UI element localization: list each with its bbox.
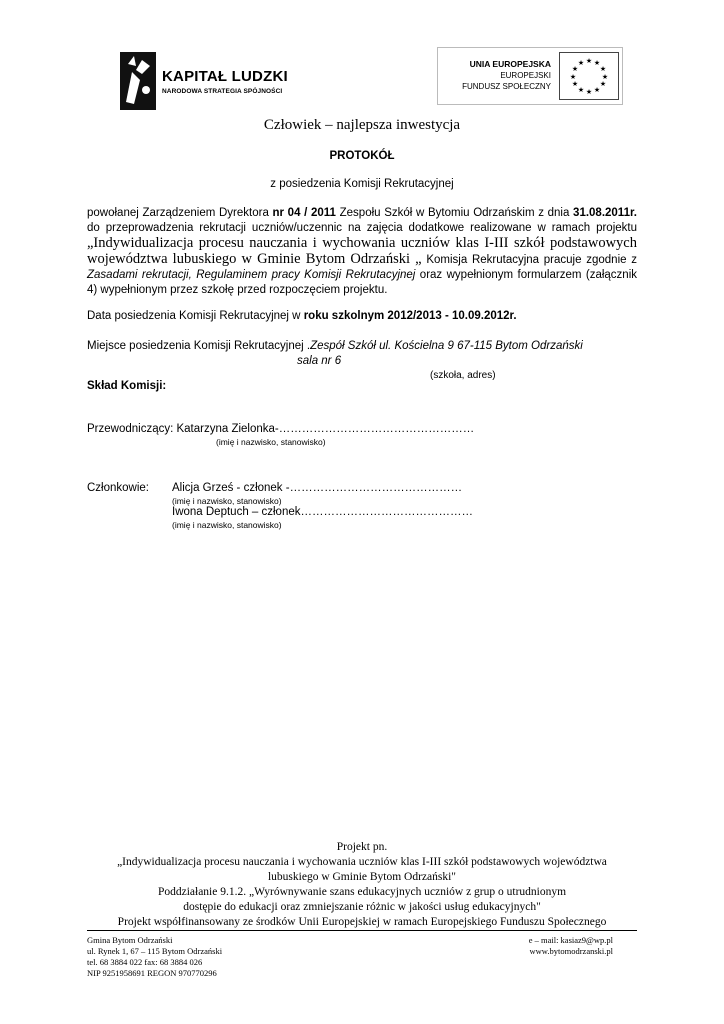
footer-line: Poddziałanie 9.1.2. „Wyrównywanie szans edukacyjnych uczniów z grup o utrudnionym [157,886,567,898]
meeting-room: sala nr 6 [297,355,342,367]
eu-flag-icon [559,52,619,100]
footer-divider [87,930,637,931]
project-name: „Indywidualizacja procesu nauczania i wychowania uczniów klas I-III szkół podstawowych województwa lubuskiego w Gminie Bytom Odrzański „ [87,235,637,267]
contact-email: e – mail: kasiaz9@wp.pl [528,935,613,945]
para-text: Zespołu Szkół w Bytomiu Odrzańskim z dnia [335,207,574,219]
contact-address: ul. Rynek 1, 67 – 115 Bytom Odrzański [87,946,223,956]
meeting-date-label: Data posiedzenia Komisji Rekrutacyjnej w [87,310,304,322]
meeting-date [87,310,517,322]
place-hint: (szkoła, adres) [430,370,496,381]
svg-text:★: ★ [585,88,593,96]
efs-line2: FUNDUSZ SPOŁECZNY [462,82,551,91]
footer-line: „Indywidualizacja procesu nauczania i wychowania uczniów klas I-III szkół podstawowych województwa [117,856,607,868]
motto: Człowiek – najlepsza inwestycja [263,117,461,133]
ue-logo-text [462,59,551,92]
svg-text:★: ★ [601,73,609,81]
order-number: nr 04 / 2011 [272,207,336,219]
document-subtitle: z posiedzenia Komisji Rekrutacyjnej [270,178,454,190]
svg-text:★: ★ [593,59,601,67]
svg-text:★: ★ [571,65,579,73]
meeting-date-value: roku szkolnym 2012/2013 - 10.09.2012r. [303,310,517,322]
order-date: 31.08.2011r. [573,207,638,219]
member-1-hint: (imię i nazwisko, stanowisko) [172,496,282,506]
kapital-ludzki-emblem [120,52,156,110]
project-footer [60,840,664,930]
svg-text:★: ★ [577,86,585,94]
para-text: oraz wypełnionym formularzem (załącznik 4) wypełnionym przez szkołę przed rozpoczęciem projektu. [87,269,637,296]
svg-text:★: ★ [585,57,593,65]
para-text: do przeprowadzenia rekrutacji uczniów/uczennic na zajęcia dodatkowe realizowane w ramach projektu [87,222,637,234]
place-value: Zespół Szkół ul. Kościelna 9 67-115 Bytom Odrzański [310,340,583,352]
rules-reference: Zasadami rekrutacji, Regulaminem pracy Komisji Rekrutacyjnej [87,269,416,281]
footer-line: dostępie do edukacji oraz zmniejszanie różnic w jakości usług edukacyjnych" [183,901,541,913]
svg-text:★: ★ [599,80,607,88]
document-title: PROTOKÓŁ [329,150,395,162]
svg-text:★: ★ [593,86,601,94]
member-2-hint: (imię i nazwisko, stanowisko) [172,520,282,530]
efs-line1: EUROPEJSKI [500,71,551,80]
contact-org: Gmina Bytom Odrzański [87,935,173,945]
svg-text:★: ★ [577,59,585,67]
members-label: Członkowie: [87,482,149,494]
contact-website: www.bytomodrzanski.pl [529,946,613,956]
contact-left [87,935,222,979]
chair-line: Przewodniczący: Katarzyna Zielonka-…………………………………………… [87,423,475,435]
meeting-place [87,340,583,352]
intro-paragraph [87,206,637,298]
member-1: Alicja Grześ - członek -……………………………………… [172,482,463,494]
footer-line: lubuskiego w Gminie Bytom Odrzański" [267,871,457,883]
svg-text:★: ★ [599,65,607,73]
para-text: powołanej Zarządzeniem Dyrektora [87,207,273,219]
footer-line: Projekt pn. [336,841,388,853]
contact-phone: tel. 68 3884 022 fax: 68 3884 026 [87,957,203,967]
kapital-ludzki-logo [120,52,290,112]
contact-nip: NIP 9251958691 REGON 970770296 [87,968,217,978]
ue-name: UNIA EUROPEJSKA [469,59,551,69]
contact-right [529,935,613,957]
ue-efs-logo [437,47,623,105]
kapital-ludzki-title: KAPITAŁ LUDZKI [162,68,288,85]
composition-heading: Skład Komisji: [87,380,167,392]
para-text: Komisja Rekrutacyjna pracuje zgodnie z [421,254,637,266]
svg-text:★: ★ [569,73,577,81]
svg-text:★: ★ [571,80,579,88]
footer-line: Projekt współfinansowany ze środków Unii Europejskiej w ramach Europejskiego Funduszu Społecznego [117,916,607,928]
place-label: Miejsce posiedzenia Komisji Rekrutacyjnej . [87,340,311,352]
kapital-ludzki-subtitle: NARODOWA STRATEGIA SPÓJNOŚCI [162,88,283,95]
chair-hint: (imię i nazwisko, stanowisko) [216,437,326,447]
member-2: Iwona Deptuch – członek……………………………………… [172,506,473,518]
